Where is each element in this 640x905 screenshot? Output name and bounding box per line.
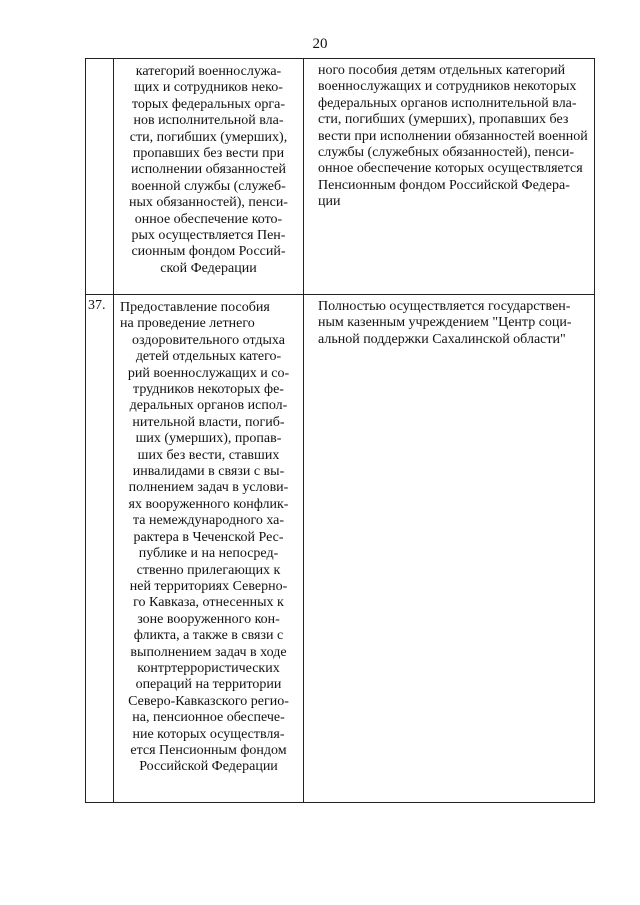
table-row	[86, 59, 595, 295]
service-name-line: сионным фондом Россий-	[131, 244, 286, 260]
service-name-line: Северо-Кавказского регио-	[128, 693, 289, 709]
service-name-line: та немеждународного ха-	[132, 513, 285, 529]
service-name-line: выполнением задач в ходе	[130, 644, 287, 660]
services-table	[85, 58, 595, 803]
service-name-line: ней территориях Северно-	[129, 578, 288, 594]
service-name-line: ных обязанностей), пенси-	[129, 195, 288, 211]
service-name-line: онное обеспечение кото-	[134, 211, 283, 227]
service-name-line: контртеррористических	[137, 660, 280, 676]
service-name-line: зоне вооруженного кон-	[137, 611, 280, 627]
service-name-line: торых федеральных орга-	[131, 96, 285, 112]
responsible-org-cell	[304, 59, 595, 295]
service-name-line: ях вооруженного конфлик-	[128, 496, 289, 512]
page-number: 20	[312, 36, 328, 52]
service-name-line: нов исполнительной вла-	[133, 113, 284, 129]
service-name-line: на, пенсионное обеспече-	[132, 710, 285, 726]
service-name-line: рых осуществляется Пен-	[131, 228, 286, 244]
service-name-line: полнением задач в услови-	[128, 480, 289, 496]
service-name-line: ской Федерации	[160, 260, 257, 276]
service-name-line: публике и на непосред-	[138, 546, 279, 562]
service-name-line: ственно прилегающих к	[136, 562, 281, 578]
service-name-line: Российской Федерации	[139, 759, 278, 775]
service-name-line: ших (умерших), пропав-	[135, 431, 282, 447]
responsible-org-line: ции	[318, 194, 341, 210]
responsible-org-line: сти, погибших (умерших), пропавших без	[318, 112, 569, 128]
responsible-org-line: ного пособия детям отдельных категорий	[318, 63, 566, 78]
service-name-line: ется Пенсионным фондом	[130, 742, 287, 758]
responsible-org-line: службы (служебных обязанностей), пенси-	[318, 145, 574, 161]
responsible-org-line: ным казенным учреждением "Центр соци-	[318, 315, 572, 331]
service-name-line: на проведение летнего	[120, 316, 255, 332]
service-name-line: фликта, а также в связи с	[133, 628, 284, 644]
responsible-org-line: вести при исполнении обязанностей военной	[318, 128, 588, 144]
row-number-cell	[86, 59, 114, 295]
service-name-line: пропавших без вести при	[132, 146, 285, 162]
service-name-cell	[114, 59, 304, 295]
service-name-line: военной службы (служеб-	[131, 178, 286, 194]
service-name-line: категорий военнослужа-	[135, 64, 282, 79]
service-name-line: рий военнослужащих и со-	[127, 365, 290, 381]
service-name-line: Предоставление пособия	[120, 300, 270, 315]
service-name-line: детей отдельных катего-	[135, 349, 282, 365]
row-number-cell: 37.	[86, 295, 114, 803]
table-row	[86, 295, 595, 803]
service-name-line: сти, погибших (умерших),	[129, 129, 288, 145]
service-name-line: щих и сотрудников неко-	[134, 80, 283, 96]
service-name-line: рактера в Чеченской Рес-	[133, 529, 284, 545]
service-name-line: операций на территории	[135, 677, 282, 693]
service-name-line: ние которых осуществля-	[132, 726, 285, 742]
responsible-org-line: альной поддержки Сахалинской области"	[318, 331, 566, 347]
responsible-org-line: федеральных органов исполнительной вла-	[318, 95, 577, 111]
service-name-line: инвалидами в связи с вы-	[132, 464, 285, 480]
responsible-org-line: Полностью осуществляется государствен-	[318, 299, 571, 314]
service-name-line: го Кавказа, отнесенных к	[133, 595, 284, 611]
service-name-line: нительной власти, погиб-	[132, 414, 285, 430]
service-name-cell	[114, 295, 304, 803]
responsible-org-line: онное обеспечение которых осуществляется	[318, 161, 583, 177]
service-name-line: трудников некоторых фе-	[133, 382, 284, 398]
responsible-org-line: Пенсионным фондом Российской Федера-	[318, 177, 570, 193]
service-name-line: деральных органов испол-	[129, 398, 288, 414]
responsible-org-line: военнослужащих и сотрудников некоторых	[318, 79, 577, 95]
service-name-line: исполнении обязанностей	[130, 162, 286, 178]
service-name-line: ших без вести, ставших	[137, 447, 280, 463]
service-name-line: оздоровительного отдыха	[132, 332, 285, 348]
responsible-org-cell	[304, 295, 595, 803]
